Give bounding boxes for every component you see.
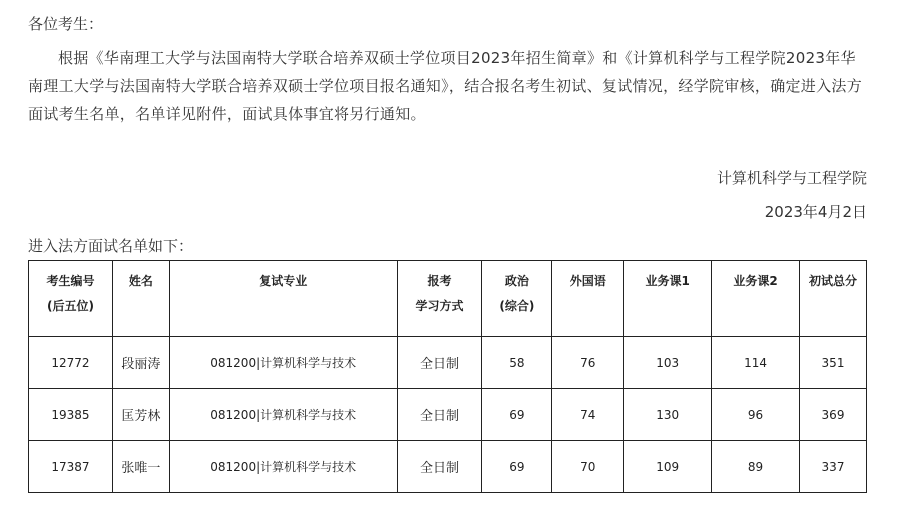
cell-course2: 114 xyxy=(712,337,800,389)
cell-major: 081200|计算机科学与技术 xyxy=(169,389,397,441)
cell-course1: 130 xyxy=(624,389,712,441)
header-course2: 业务课2 xyxy=(712,261,800,337)
notice-date: 2023年4月2日 xyxy=(764,203,867,221)
cell-candidate-id: 17387 xyxy=(29,441,113,493)
cell-study-mode: 全日制 xyxy=(397,441,482,493)
cell-foreign-language: 74 xyxy=(552,389,624,441)
cell-course1: 103 xyxy=(624,337,712,389)
header-total-score: 初试总分 xyxy=(800,261,867,337)
signature: 计算机科学与工程学院 xyxy=(716,169,867,187)
cell-candidate-id: 19385 xyxy=(29,389,113,441)
cell-name: 段丽涛 xyxy=(112,337,169,389)
header-major: 复试专业 xyxy=(169,261,397,337)
table-header-row xyxy=(29,261,867,337)
header-course1: 业务课1 xyxy=(624,261,712,337)
cell-candidate-id: 12772 xyxy=(29,337,113,389)
table-row xyxy=(29,441,867,493)
cell-course2: 96 xyxy=(712,389,800,441)
cell-total-score: 369 xyxy=(800,389,867,441)
cell-foreign-language: 76 xyxy=(552,337,624,389)
notice-body: 根据《华南理工大学与法国南特大学联合培养双硕士学位项目2023年招生简章》和《计算机科学与工程学院2023年华南理工大学与法国南特大学联合培养双硕士学位项目报名通知》，结合报名考生初试、复试情况，经学院审核，确定进入法方面试考生名单，名单详见附件，面试具体事宜将另行通知。 xyxy=(28,49,863,123)
table-row xyxy=(29,337,867,389)
cell-major: 081200|计算机科学与技术 xyxy=(169,337,397,389)
cell-foreign-language: 70 xyxy=(552,441,624,493)
cell-name: 匡芳林 xyxy=(112,389,169,441)
header-politics: 政治 (综合) xyxy=(482,261,552,337)
cell-course1: 109 xyxy=(624,441,712,493)
cell-name: 张唯一 xyxy=(112,441,169,493)
cell-course2: 89 xyxy=(712,441,800,493)
table-intro: 进入法方面试名单如下： xyxy=(28,237,194,255)
cell-total-score: 337 xyxy=(800,441,867,493)
salutation: 各位考生： xyxy=(28,15,104,33)
table-row xyxy=(29,389,867,441)
header-foreign-language: 外国语 xyxy=(552,261,624,337)
cell-politics: 58 xyxy=(482,337,552,389)
cell-total-score: 351 xyxy=(800,337,867,389)
cell-study-mode: 全日制 xyxy=(397,337,482,389)
header-name: 姓名 xyxy=(112,261,169,337)
cell-major: 081200|计算机科学与技术 xyxy=(169,441,397,493)
header-candidate-id: 考生编号 (后五位) xyxy=(29,261,113,337)
cell-politics: 69 xyxy=(482,441,552,493)
cell-study-mode: 全日制 xyxy=(397,389,482,441)
cell-politics: 69 xyxy=(482,389,552,441)
header-study-mode: 报考 学习方式 xyxy=(397,261,482,337)
candidate-table xyxy=(28,260,867,493)
